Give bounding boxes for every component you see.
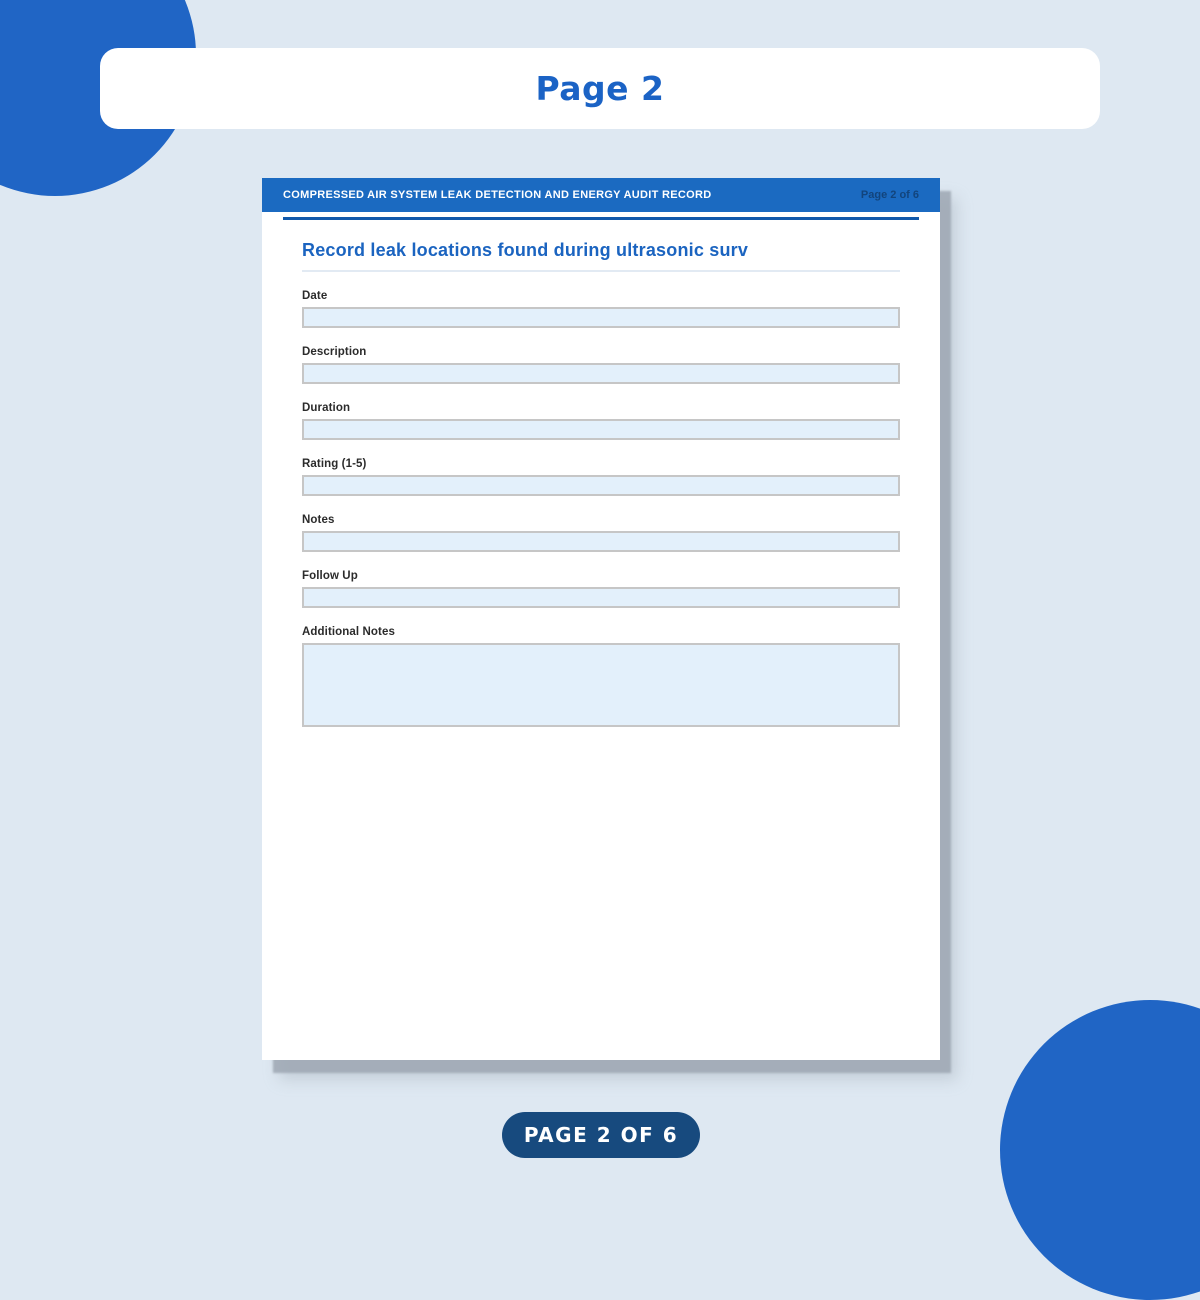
field-additional-notes-label: Additional Notes xyxy=(302,626,395,638)
field-additional-notes-input[interactable] xyxy=(302,643,900,727)
field-rating-label: Rating (1-5) xyxy=(302,458,367,470)
field-notes-input[interactable] xyxy=(302,531,900,552)
field-description xyxy=(302,346,900,384)
header-underline xyxy=(283,217,919,220)
field-date-label: Date xyxy=(302,290,328,302)
form-document xyxy=(262,178,940,1060)
title-divider xyxy=(302,270,900,272)
document-content xyxy=(262,240,940,727)
field-rating-input[interactable] xyxy=(302,475,900,496)
field-additional-notes xyxy=(302,626,900,727)
field-notes xyxy=(302,514,900,552)
page-badge xyxy=(502,1112,700,1158)
field-follow-up xyxy=(302,570,900,608)
field-follow-up-input[interactable] xyxy=(302,587,900,608)
field-duration-input[interactable] xyxy=(302,419,900,440)
field-description-input[interactable] xyxy=(302,363,900,384)
field-rating xyxy=(302,458,900,496)
document-header-bar xyxy=(262,178,940,212)
field-follow-up-label: Follow Up xyxy=(302,570,358,582)
decor-circle-bottom-right xyxy=(1000,1000,1200,1300)
field-date-input[interactable] xyxy=(302,307,900,328)
section-title: Record leak locations found during ultrasonic surv xyxy=(302,240,749,260)
form-fields xyxy=(302,290,900,727)
page-badge-label: PAGE 2 OF 6 xyxy=(523,1123,679,1147)
document-header-title: COMPRESSED AIR SYSTEM LEAK DETECTION AND ENERGY AUDIT RECORD xyxy=(283,189,712,201)
document-page-indicator: Page 2 of 6 xyxy=(860,189,919,201)
field-date xyxy=(302,290,900,328)
field-notes-label: Notes xyxy=(302,514,335,526)
field-duration xyxy=(302,402,900,440)
page-banner xyxy=(100,48,1100,129)
field-duration-label: Duration xyxy=(302,402,351,414)
field-description-label: Description xyxy=(302,346,367,358)
page-banner-title: Page 2 xyxy=(535,69,665,108)
